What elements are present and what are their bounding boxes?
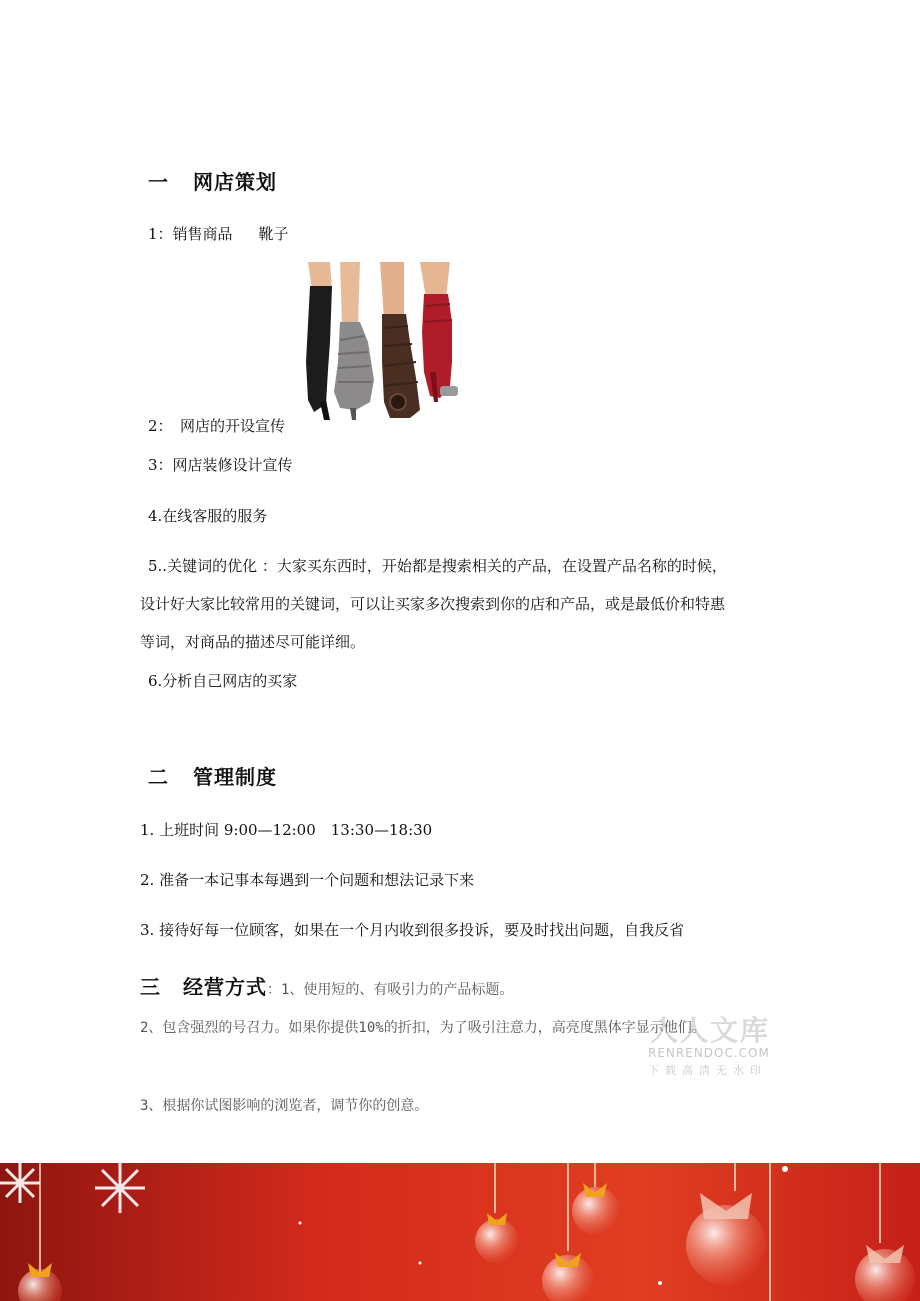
section-1-title: 网店策划 [193,170,277,194]
section-1-item-4: 4.在线客服的服务 [148,507,268,525]
section-1-item-3: 3：网店装修设计宣传 [148,456,293,474]
boots-product-image [300,262,470,420]
section-2-heading [148,761,277,790]
christmas-ornaments-illustration [0,1163,920,1301]
section-1-number: 一 [148,170,169,194]
section-1-item-2: 2： 网店的开设宣传 [148,417,286,435]
section-3-item-1: ：1、使用短的、有吸引力的产品标题。 [267,982,514,998]
section-2-title: 管理制度 [193,765,277,789]
section-3-item-3: 3、根据你试图影响的浏览者，调节你的创意。 [140,1098,429,1114]
section-1-item-6: 6.分析自己网店的买家 [148,672,298,690]
section-2-number: 二 [148,765,169,789]
section-1-item-1 [148,223,289,244]
section-3-heading-line [140,971,513,1000]
section-1-item-5-line-2: 设计好大家比较常用的关键词，可以让买家多次搜索到你的店和产品，或是最低价和特惠 [140,595,726,613]
section-2-item-2: 2. 准备一本记事本每遇到一个问题和想法记录下来 [140,871,475,889]
item-1-value: 靴子 [258,225,289,243]
section-1-item-5-line-1: 5..关键词的优化 ：大家买东西时，开始都是搜索相关的产品，在设置产品名称的时候， [148,557,727,575]
section-3-title: 经营方式 [183,975,267,999]
section-3-item-2: 2、包含强烈的号召力。如果你提供10%的折扣，为了吸引注意力，高亮度黑体字显示他们。 [140,1020,706,1036]
section-3-number: 三 [140,975,161,999]
section-1-item-5-line-3: 等词，对商品的描述尽可能详细。 [140,633,366,651]
watermark-site: RENRENDOC.COM [648,1046,770,1060]
item-1-label: 1：销售商品 [148,225,233,243]
section-1-heading [148,166,277,195]
section-2-item-1: 1. 上班时间 9:00—12:00 13:30—18:30 [140,821,433,839]
section-2-item-3: 3. 接待好每一位顾客，如果在一个月内收到很多投诉，要及时找出问题，自我反省 [140,921,685,939]
watermark-tagline: 下载高清无水印 [648,1064,767,1077]
watermark-logo-text: 人人文库 [650,1014,771,1047]
christmas-banner [0,1163,920,1301]
